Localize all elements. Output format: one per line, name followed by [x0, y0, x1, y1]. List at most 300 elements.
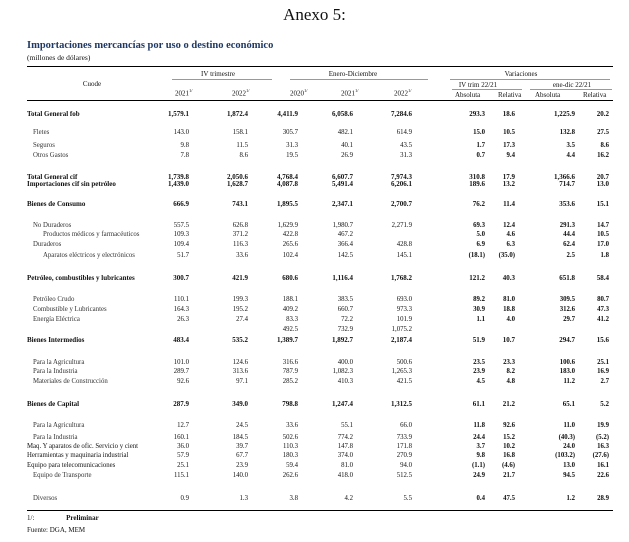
row-value-col-9: 14.7	[597, 222, 609, 229]
row-value-col-4: 467.2	[337, 231, 353, 238]
table-row	[0, 180, 629, 189]
row-value-col-3: 188.1	[282, 296, 298, 303]
table-row	[0, 128, 629, 137]
row-value-col-5: 7,974.3	[391, 173, 412, 181]
row-value-col-6: 76.2	[472, 200, 485, 208]
row-value-col-3: 265.6	[282, 241, 298, 248]
row-value-col-9: 1.8	[600, 252, 609, 259]
row-value-col-6: 5.0	[476, 231, 485, 238]
row-value-col-6: 15.0	[473, 129, 485, 136]
row-value-col-5: 2,187.4	[391, 336, 412, 344]
row-value-col-9: (5.2)	[595, 434, 609, 441]
row-value-col-5: 693.0	[396, 296, 412, 303]
row-value-col-7: 11.4	[503, 200, 515, 208]
row-value-col-9: 15.1	[596, 200, 609, 208]
row-value-col-6: 61.1	[472, 400, 485, 408]
row-value-col-2: 97.1	[236, 378, 248, 385]
row-value-col-9: 16.9	[597, 368, 609, 375]
row-value-col-4: 732.9	[337, 326, 353, 333]
row-value-col-1: 51.7	[177, 252, 189, 259]
row-value-col-5: 1,265.3	[391, 368, 412, 375]
row-value-col-8: 294.7	[559, 336, 575, 344]
header-line-ivvar	[452, 89, 522, 90]
row-value-col-6: 3.7	[476, 443, 485, 450]
row-value-col-8: 312.6	[559, 306, 575, 313]
row-value-col-8: 651.8	[559, 274, 575, 282]
row-value-col-3: 19.5	[286, 152, 298, 159]
row-value-col-7: 13.2	[502, 180, 515, 188]
row-value-col-8: 1,366.6	[554, 173, 575, 181]
row-value-col-2: 371.2	[232, 231, 248, 238]
note-key: 1/:	[27, 514, 35, 522]
row-value-col-2: 23.9	[236, 462, 248, 469]
row-value-col-5: 43.5	[400, 142, 412, 149]
row-value-col-7: 92.6	[503, 422, 515, 429]
header-year-1: $2021^{1/}$	[175, 88, 193, 98]
row-value-col-3: 1,895.5	[277, 200, 298, 208]
row-value-col-4: 1,247.4	[332, 400, 353, 408]
top-rule	[27, 66, 613, 67]
row-value-col-1: 300.7	[173, 274, 189, 282]
header-line-iv	[172, 79, 272, 80]
row-value-col-1: 143.0	[173, 129, 189, 136]
row-label: Para la Industria	[33, 434, 78, 441]
row-value-col-2: 33.6	[236, 252, 248, 259]
row-label: Herramientas y maquinaria industrial	[27, 452, 129, 459]
row-value-col-8: 1,225.9	[554, 110, 575, 118]
row-value-col-4: 72.2	[341, 316, 353, 323]
row-value-col-1: 483.4	[173, 336, 189, 344]
row-value-col-5: 66.0	[400, 422, 412, 429]
row-value-col-7: 4.6	[506, 231, 515, 238]
row-label: Otros Gastos	[33, 152, 69, 159]
header-variaciones: Variaciones	[504, 70, 538, 78]
row-value-col-6: 0.4	[476, 495, 485, 502]
row-value-col-3: 4,768.4	[277, 173, 298, 181]
source-note: Fuente: DGA, MEM	[27, 526, 86, 534]
header-iv-trimestre: IV trimestre	[201, 70, 235, 78]
row-value-col-7: 10.7	[502, 336, 515, 344]
table-row	[0, 461, 629, 470]
row-value-col-1: 109.4	[173, 241, 189, 248]
row-value-col-4: 55.1	[341, 422, 353, 429]
row-value-col-9: 17.0	[597, 241, 609, 248]
row-value-col-5: 5.5	[403, 495, 412, 502]
row-value-col-3: 180.3	[282, 452, 298, 459]
row-value-col-8: 11.0	[563, 422, 575, 429]
row-value-col-4: 6,058.6	[332, 110, 353, 118]
table-row	[0, 274, 629, 283]
row-value-col-5: 733.9	[396, 434, 412, 441]
row-value-col-2: 421.9	[232, 274, 248, 282]
header-absoluta-2: Absoluta	[535, 91, 561, 99]
table-title: Importaciones mercancías por uso o destino económico	[27, 40, 274, 51]
row-value-col-3: 59.4	[286, 462, 298, 469]
row-value-col-8: 291.3	[559, 222, 575, 229]
row-value-col-4: 26.9	[341, 152, 353, 159]
table-row	[0, 221, 629, 230]
row-value-col-1: 289.7	[173, 368, 189, 375]
row-label: Petróleo Crudo	[33, 296, 75, 303]
row-value-col-1: 26.3	[177, 316, 189, 323]
row-value-col-5: 1,312.5	[391, 400, 412, 408]
row-value-col-6: 51.9	[472, 336, 485, 344]
row-value-col-2: 24.5	[236, 422, 248, 429]
row-value-col-4: 1,980.7	[332, 222, 353, 229]
annex-title: Anexo 5:	[283, 5, 346, 24]
row-value-col-6: 4.5	[476, 378, 485, 385]
header-absoluta-1: Absoluta	[455, 91, 481, 99]
row-value-col-8: 309.5	[559, 296, 575, 303]
row-value-col-2: 2,050.6	[227, 173, 248, 181]
row-value-col-2: 743.1	[232, 200, 248, 208]
row-label: Bienes Intermedios	[27, 336, 85, 344]
row-value-col-3: 31.3	[286, 142, 298, 149]
row-value-col-7: 21.7	[503, 472, 515, 479]
row-value-col-1: 1,739.8	[168, 173, 189, 181]
row-value-col-4: 383.5	[337, 296, 353, 303]
row-label: Bienes de Capital	[27, 400, 80, 408]
table-row	[0, 325, 629, 334]
row-value-col-3: 110.3	[282, 443, 298, 450]
row-value-col-4: 410.3	[337, 378, 353, 385]
row-value-col-7: 17.3	[503, 142, 515, 149]
row-value-col-8: 24.0	[563, 443, 575, 450]
row-value-col-4: 4.2	[344, 495, 353, 502]
row-value-col-7: (35.0)	[498, 252, 515, 259]
note-preliminar	[27, 514, 99, 522]
row-value-col-2: 184.5	[232, 434, 248, 441]
row-value-col-2: 1.3	[239, 495, 248, 502]
row-value-col-7: 4.8	[506, 378, 515, 385]
header-year-2: $2022^{1/}$	[232, 88, 250, 98]
row-value-col-8: 1.2	[566, 495, 575, 502]
row-value-col-2: 39.7	[236, 443, 248, 450]
row-label: Duraderos	[33, 241, 62, 248]
row-value-col-3: 680.6	[282, 274, 298, 282]
row-value-col-8: 13.0	[563, 462, 575, 469]
table-row	[0, 471, 629, 480]
row-value-col-1: 287.9	[173, 400, 189, 408]
row-value-col-4: 6,607.7	[332, 173, 353, 181]
row-value-col-6: 189.6	[469, 180, 485, 188]
row-value-col-7: 4.0	[506, 316, 515, 323]
row-value-col-4: 1,116.4	[332, 274, 353, 282]
row-value-col-5: 1,075.2	[391, 326, 412, 333]
row-value-col-5: 2,271.9	[391, 222, 412, 229]
row-value-col-4: 147.8	[337, 443, 353, 450]
row-value-col-7: 81.0	[503, 296, 515, 303]
row-value-col-7: 12.4	[503, 222, 515, 229]
row-value-col-5: 973.3	[396, 306, 412, 313]
row-value-col-9: 22.6	[597, 472, 609, 479]
row-value-col-9: 8.6	[600, 142, 609, 149]
row-value-col-7: 10.2	[503, 443, 515, 450]
header-year-3: $2020^{1/}$	[290, 88, 308, 98]
row-label: Para la Agricultura	[33, 359, 85, 366]
row-value-col-4: 660.7	[337, 306, 353, 313]
row-value-col-4: 418.0	[337, 472, 353, 479]
row-label: Fletes	[33, 129, 50, 136]
row-value-col-4: 81.0	[341, 462, 353, 469]
bottom-rule	[27, 510, 613, 511]
row-value-col-1: 7.8	[180, 152, 189, 159]
row-value-col-9: 16.2	[597, 152, 609, 159]
table-row	[0, 400, 629, 409]
row-label: Equipo de Transporte	[33, 472, 92, 479]
row-value-col-1: 115.1	[173, 472, 189, 479]
table-row	[0, 433, 629, 442]
row-value-col-1: 92.6	[177, 378, 189, 385]
row-value-col-4: 5,491.4	[332, 180, 353, 188]
row-value-col-4: 1,892.7	[332, 336, 353, 344]
row-label: No Duraderos	[33, 222, 72, 229]
row-value-col-3: 316.6	[282, 359, 298, 366]
row-value-col-3: 1,629.9	[277, 222, 298, 229]
row-value-col-1: 36.0	[177, 443, 189, 450]
table-row	[0, 315, 629, 324]
row-value-col-7: 40.3	[502, 274, 515, 282]
row-value-col-8: 353.6	[559, 200, 575, 208]
table-row	[0, 421, 629, 430]
header-enero-diciembre: Enero-Diciembre	[328, 70, 378, 78]
row-value-col-7: 9.4	[506, 152, 515, 159]
row-value-col-5: 270.9	[396, 452, 412, 459]
row-value-col-6: 9.8	[476, 452, 485, 459]
row-value-col-9: 20.7	[596, 173, 609, 181]
row-value-col-7: 21.2	[502, 400, 515, 408]
row-value-col-6: 24.9	[473, 472, 485, 479]
row-value-col-7: 18.8	[503, 306, 515, 313]
table-row	[0, 336, 629, 345]
table-row	[0, 358, 629, 367]
row-value-col-5: 2,700.7	[391, 200, 412, 208]
header-line-var	[450, 79, 610, 80]
row-value-col-4: 1,082.3	[332, 368, 353, 375]
row-value-col-2: 199.3	[232, 296, 248, 303]
table-row	[0, 494, 629, 503]
row-label: Diversos	[33, 495, 58, 502]
row-value-col-6: 1.1	[476, 316, 485, 323]
header-ene-dic-var: ene-dic 22/21	[552, 81, 592, 89]
header-year-5: $2022^{1/}$	[394, 88, 412, 98]
row-value-col-6: 69.3	[473, 222, 485, 229]
row-value-col-3: 787.9	[282, 368, 298, 375]
row-value-col-9: 13.0	[596, 180, 609, 188]
row-value-col-2: 116.3	[232, 241, 248, 248]
row-value-col-6: 1.7	[476, 142, 485, 149]
row-value-col-3: 502.6	[282, 434, 298, 441]
row-value-col-5: 1,768.2	[391, 274, 412, 282]
header-concept: Cuode	[82, 80, 102, 88]
table-row	[0, 251, 629, 260]
row-value-col-7: (4.6)	[501, 462, 515, 469]
table-row	[0, 141, 629, 150]
row-value-col-8: 62.4	[563, 241, 575, 248]
table-row	[0, 200, 629, 209]
row-value-col-3: 285.2	[282, 378, 298, 385]
row-value-col-9: 25.1	[597, 359, 609, 366]
row-value-col-4: 400.0	[337, 359, 353, 366]
row-value-col-9: 58.4	[596, 274, 609, 282]
row-value-col-9: 10.5	[597, 231, 609, 238]
row-value-col-6: 11.8	[473, 422, 485, 429]
row-value-col-1: 1,439.0	[168, 180, 189, 188]
row-value-col-3: 1,389.7	[277, 336, 298, 344]
row-value-col-5: 6,206.1	[391, 180, 412, 188]
row-value-col-8: 44.4	[563, 231, 575, 238]
row-value-col-6: 23.5	[473, 359, 485, 366]
row-value-col-8: (103.2)	[555, 452, 575, 459]
row-value-col-5: 500.6	[396, 359, 412, 366]
row-label: Productos médicos y farmacéuticos	[43, 231, 140, 238]
row-value-col-8: 2.5	[566, 252, 575, 259]
row-label: Para la Industria	[33, 368, 78, 375]
row-value-col-1: 0.9	[180, 495, 189, 502]
row-label: Total General cif	[27, 173, 78, 181]
row-label: Bienes de Consumo	[27, 200, 86, 208]
row-value-col-3: 102.4	[282, 252, 298, 259]
row-value-col-9: 16.1	[597, 462, 609, 469]
row-value-col-6: 89.2	[473, 296, 485, 303]
row-value-col-1: 557.5	[173, 222, 189, 229]
row-value-col-7: 6.3	[506, 241, 515, 248]
row-value-col-3: 4,411.9	[277, 110, 298, 118]
table-row	[0, 151, 629, 160]
row-value-col-3: 33.6	[286, 422, 298, 429]
row-value-col-1: 160.1	[173, 434, 189, 441]
row-value-col-6: (1.1)	[471, 462, 485, 469]
row-value-col-9: 20.2	[596, 110, 609, 118]
row-value-col-1: 666.9	[173, 200, 189, 208]
row-value-col-6: 6.9	[476, 241, 485, 248]
row-value-col-3: 422.8	[282, 231, 298, 238]
row-value-col-2: 27.4	[236, 316, 248, 323]
row-label: Total General fob	[27, 110, 80, 118]
table-row	[0, 451, 629, 460]
row-value-col-2: 8.6	[239, 152, 248, 159]
row-value-col-9: 28.9	[597, 495, 609, 502]
row-value-col-4: 40.1	[341, 142, 353, 149]
row-value-col-5: 145.1	[396, 252, 412, 259]
header-year-4: $2021^{1/}$	[341, 88, 359, 98]
row-value-col-5: 421.5	[396, 378, 412, 385]
row-value-col-6: 310.8	[469, 173, 485, 181]
row-value-col-2: 11.5	[236, 142, 248, 149]
row-label: Combustible y Lubricantes	[33, 306, 107, 313]
row-value-col-9: 5.2	[600, 400, 609, 408]
row-value-col-2: 1,628.7	[227, 180, 248, 188]
row-value-col-2: 124.6	[232, 359, 248, 366]
row-value-col-1: 110.1	[173, 296, 189, 303]
table-row	[0, 295, 629, 304]
row-value-col-9: 19.9	[597, 422, 609, 429]
header-relativa-1: Relativa	[498, 91, 522, 99]
row-value-col-6: 30.9	[473, 306, 485, 313]
row-value-col-3: 4,087.8	[277, 180, 298, 188]
table-row	[0, 367, 629, 376]
row-value-col-2: 67.7	[236, 452, 248, 459]
table-row	[0, 442, 629, 451]
row-value-col-2: 313.6	[232, 368, 248, 375]
row-value-col-1: 164.3	[173, 306, 189, 313]
row-value-col-5: 512.5	[396, 472, 412, 479]
row-value-col-3: 409.2	[282, 306, 298, 313]
table-subtitle: (millones de dólares)	[27, 53, 91, 62]
row-value-col-2: 158.1	[232, 129, 248, 136]
row-value-col-6: 121.2	[469, 274, 485, 282]
row-value-col-5: 31.3	[400, 152, 412, 159]
row-value-col-5: 428.8	[396, 241, 412, 248]
row-value-col-8: 29.7	[563, 316, 575, 323]
row-value-col-1: 12.7	[177, 422, 189, 429]
row-value-col-9: 41.2	[597, 316, 609, 323]
row-value-col-1: 1,579.1	[168, 110, 189, 118]
row-value-col-7: 47.5	[503, 495, 515, 502]
row-value-col-8: 94.5	[563, 472, 575, 479]
row-value-col-8: 132.8	[559, 129, 575, 136]
row-value-col-3: 3.8	[289, 495, 298, 502]
row-value-col-9: (27.6)	[592, 452, 609, 459]
row-value-col-7: 8.2	[506, 368, 515, 375]
row-value-col-8: 183.0	[559, 368, 575, 375]
row-value-col-4: 374.0	[337, 452, 353, 459]
row-value-col-1: 101.0	[173, 359, 189, 366]
row-value-col-9: 47.3	[597, 306, 609, 313]
row-value-col-5: 7,284.6	[391, 110, 412, 118]
row-label: Maq. Y aparatos de ofic. Servicio y cient	[27, 443, 139, 450]
row-value-col-2: 195.2	[232, 306, 248, 313]
row-value-col-7: 15.2	[503, 434, 515, 441]
row-label: Aparatos eléctricos y electrónicos	[43, 252, 135, 259]
note-text: Preliminar	[66, 514, 99, 522]
row-value-col-4: 2,347.1	[332, 200, 353, 208]
row-value-col-6: (18.1)	[468, 252, 485, 259]
row-value-col-1: 25.1	[177, 462, 189, 469]
table-row	[0, 230, 629, 239]
row-value-col-6: 293.3	[469, 110, 485, 118]
row-value-col-6: 23.9	[473, 368, 485, 375]
row-value-col-6: 24.4	[473, 434, 485, 441]
row-value-col-3: 83.3	[286, 316, 298, 323]
row-value-col-5: 101.9	[396, 316, 412, 323]
row-label: Importaciones cif sin petróleo	[27, 180, 116, 188]
row-value-col-4: 366.4	[337, 241, 353, 248]
row-label: Para la Agricultura	[33, 422, 85, 429]
header-line-edvar	[530, 89, 612, 90]
row-value-col-4: 482.1	[337, 129, 353, 136]
row-value-col-2: 626.8	[232, 222, 248, 229]
row-value-col-2: 535.2	[232, 336, 248, 344]
row-value-col-6: 0.7	[476, 152, 485, 159]
row-value-col-8: 4.4	[566, 152, 575, 159]
row-value-col-7: 17.9	[502, 173, 515, 181]
row-value-col-4: 774.2	[337, 434, 353, 441]
row-label: Equipo para telecomunicaciones	[27, 462, 116, 469]
row-value-col-5: 171.8	[396, 443, 412, 450]
row-value-col-3: 492.5	[282, 326, 298, 333]
row-value-col-3: 798.8	[282, 400, 298, 408]
row-value-col-3: 305.7	[282, 129, 298, 136]
header-relativa-2: Relativa	[583, 91, 607, 99]
row-label: Materiales de Construcción	[33, 378, 108, 385]
header-bottom-rule	[27, 100, 613, 101]
row-value-col-8: (40.3)	[558, 434, 575, 441]
row-value-col-7: 16.8	[503, 452, 515, 459]
row-value-col-9: 80.7	[597, 296, 609, 303]
row-value-col-8: 11.2	[563, 378, 575, 385]
row-value-col-8: 65.1	[562, 400, 575, 408]
